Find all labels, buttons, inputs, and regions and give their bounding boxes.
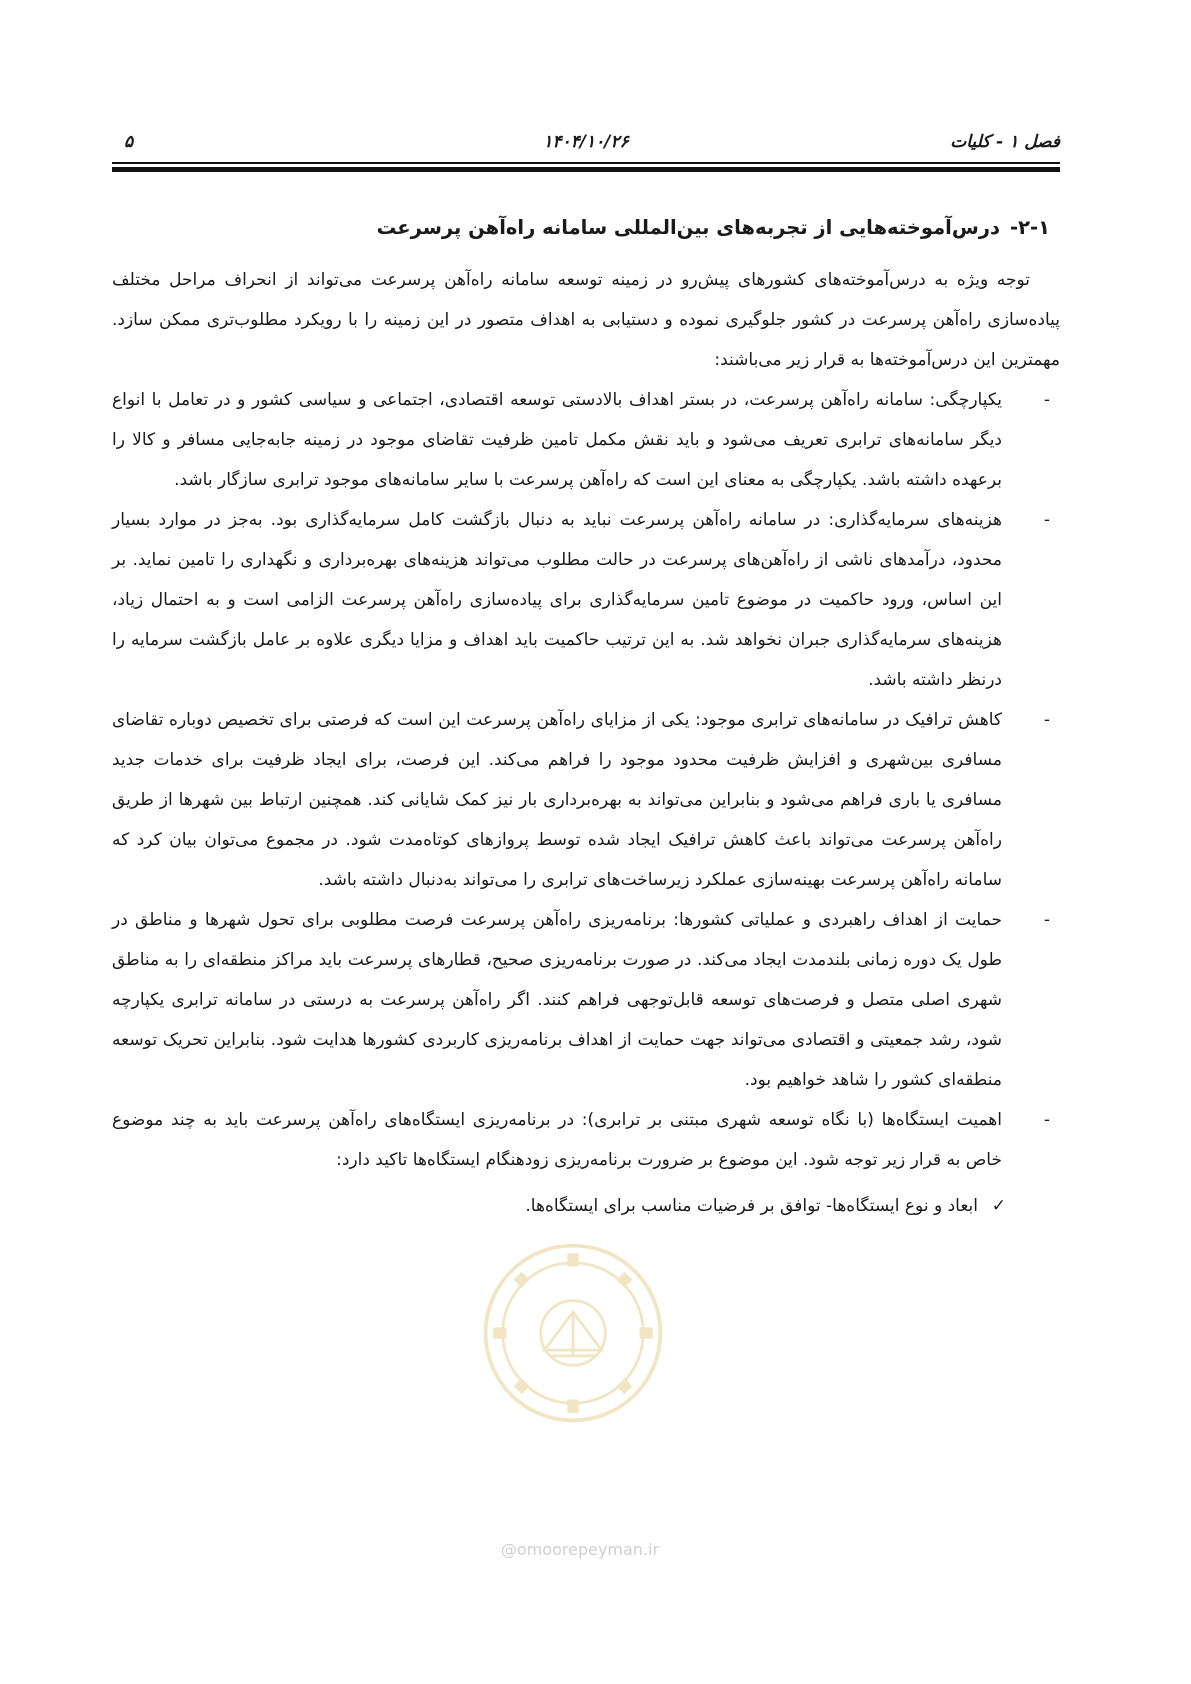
section-number: ۲-۱- <box>1010 216 1050 239</box>
section-heading <box>112 208 1060 248</box>
list-item <box>112 380 1060 500</box>
header-date: ۱۴۰۴/۱۰/۲۶ <box>543 132 629 152</box>
header-rule-thin <box>112 162 1060 164</box>
checklist-item-text: ابعاد و نوع ایستگاه‌ها- توافق بر فرضیات مناسب برای ایستگاه‌ها. <box>525 1196 978 1216</box>
page-number: ۵ <box>124 132 134 152</box>
list-item <box>112 1100 1060 1180</box>
list-item <box>112 700 1060 900</box>
list-item <box>112 900 1060 1100</box>
bullet-list <box>112 380 1060 1180</box>
checklist-item <box>112 1186 1060 1226</box>
page-content <box>112 208 1060 1226</box>
dash-bullet-icon: - <box>1043 510 1050 530</box>
list-item-text: اهمیت ایستگاه‌ها (با نگاه توسعه شهری مبتنی بر ترابری): در برنامه‌ریزی ایستگاه‌های راه‌آهن پرسرعت باید به چند موضوع خاص به قرار زیر توجه شود. این موضوع بر ضرورت برنامه‌ریزی زودهنگام ایستگاه‌ها تاکید دارد: <box>112 1110 1002 1170</box>
dash-bullet-icon: - <box>1043 910 1050 930</box>
dash-bullet-icon: - <box>1043 710 1050 730</box>
list-item-text: یکپارچگی: سامانه راه‌آهن پرسرعت، در بستر اهداف بالادستی توسعه اقتصادی، اجتماعی و سیاسی کشور و در تعامل با انواع دیگر سامانه‌های ترابری تعریف می‌شود و باید نقش مکمل تامین ظرفیت تقاضای موجود در زمینه جابه‌جایی مسافر و کالا را برعهده داشته باشد. یکپارچگی به معنای این است که راه‌آهن پرسرعت با سایر سامانه‌های موجود ترابری سازگار باشد. <box>112 390 1002 490</box>
section-title: درس‌آموخته‌هایی از تجربه‌های بین‌المللی سامانه راه‌آهن پرسرعت <box>376 216 1000 239</box>
intro-paragraph: توجه ویژه به درس‌آموخته‌های کشورهای پیش‌رو در زمینه توسعه سامانه راه‌آهن پرسرعت می‌تواند از انحراف مراحل مختلف پیاده‌سازی راه‌آهن پرسرعت در کشور جلوگیری نموده و دستیابی به اهداف متصور در این زمینه را با رویکرد مطلوب‌تری ممکن سازد. مهمترین این درس‌آموخته‌ها به قرار زیر می‌باشند: <box>112 270 1060 370</box>
checkmark-icon: ✓ <box>991 1196 1006 1216</box>
emblem-watermark-icon <box>478 1238 668 1428</box>
dash-bullet-icon: - <box>1043 1110 1050 1130</box>
list-item <box>112 500 1060 700</box>
dash-bullet-icon: - <box>1043 390 1050 410</box>
header-rule-thick <box>112 167 1060 172</box>
list-item-text: کاهش ترافیک در سامانه‌های ترابری موجود: یکی از مزایای راه‌آهن پرسرعت این است که فرصتی برای تخصیص دوباره تقاضای مسافری بین‌شهری و افزایش ظرفیت محدود موجود را فراهم می‌کند. این فرصت، برای ایجاد ظرفیت برای خدمات جدید مسافری یا باری فراهم می‌شود و بنابراین می‌تواند به بهره‌برداری بار نیز کمک شایانی کند. همچنین ارتباط بین شهرها از طریق راه‌آهن پرسرعت می‌تواند باعث کاهش ترافیک ایجاد شده توسط پروازهای کوتاه‌مدت شود. در مجموع می‌توان بیان کرد که سامانه راه‌آهن پرسرعت بهینه‌سازی عملکرد زیرساخت‌های ترابری را می‌تواند به‌دنبال داشته باشد. <box>112 710 1002 890</box>
watermark-url: @omoorepeyman.ir <box>500 1540 660 1559</box>
chapter-title: فصل ۱ - کلیات <box>950 132 1060 152</box>
list-item-text: حمایت از اهداف راهبردی و عملیاتی کشورها: برنامه‌ریزی راه‌آهن پرسرعت فرصت مطلوبی برای تحول شهرها و مناطق در طول یک دوره زمانی بلندمدت ایجاد می‌کند. در صورت برنامه‌ریزی صحیح، قطارهای پرسرعت باید مراکز منطقه‌ای را به مناطق شهری اصلی متصل و فرصت‌های توسعه قابل‌توجهی فراهم کنند. اگر راه‌آهن پرسرعت به درستی در سامانه ترابری یکپارچه شود، رشد جمعیتی و اقتصادی می‌تواند جهت حمایت از اهداف برنامه‌ریزی کاربردی کشورها هدایت شود. بنابراین تحریک توسعه منطقه‌ای کشور را شاهد خواهیم بود. <box>112 910 1002 1090</box>
running-header <box>112 128 1060 160</box>
list-item-text: هزینه‌های سرمایه‌گذاری: در سامانه راه‌آهن پرسرعت نباید به دنبال بازگشت کامل سرمایه‌گذاری بود. به‌جز در موارد بسیار محدود، درآمدهای ناشی از راه‌آهن‌های پرسرعت در حالت مطلوب می‌تواند هزینه‌های بهره‌برداری و نگهداری را تامین نماید. بر این اساس، ورود حاکمیت در موضوع تامین سرمایه‌گذاری برای پیاده‌سازی راه‌آهن پرسرعت الزامی است و به احتمال زیاد، هزینه‌های سرمایه‌گذاری جبران نخواهد شد. به این ترتیب حاکمیت باید اهداف و مزایا دیگری علاوه بر عامل بازگشت سرمایه را درنظر داشته باشد. <box>112 510 1002 690</box>
